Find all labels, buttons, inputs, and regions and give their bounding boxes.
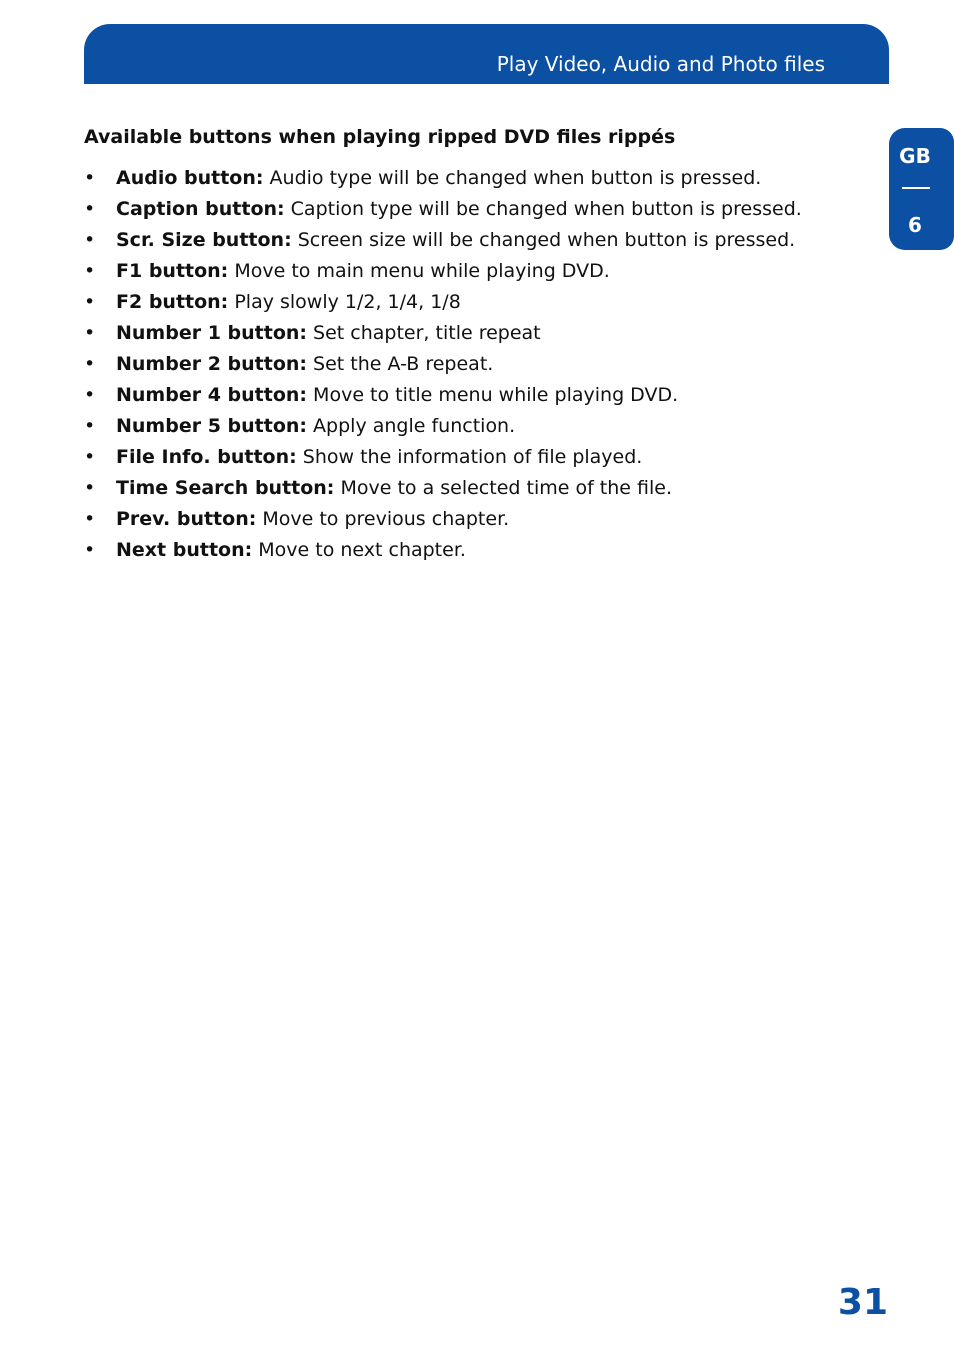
item-term: F1 button:	[116, 260, 229, 282]
item-term: Number 4 button:	[116, 384, 308, 406]
item-term: F2 button:	[116, 291, 229, 313]
list-item	[84, 443, 802, 474]
item-description: Move to a selected time of the file.	[334, 477, 673, 499]
bullet: •	[84, 477, 96, 499]
bullet: •	[84, 415, 96, 437]
bullet: •	[84, 229, 96, 251]
item-term: Number 1 button:	[116, 322, 308, 344]
chapter-number: 6	[908, 213, 922, 237]
item-description: Move to title menu while playing DVD.	[307, 384, 679, 406]
item-description: Caption type will be changed when button is pressed.	[284, 198, 802, 220]
item-description: Set chapter, title repeat	[307, 322, 541, 344]
item-term: Caption button:	[116, 198, 285, 220]
list-item	[84, 381, 802, 412]
list-item	[84, 412, 802, 443]
item-term: Time Search button:	[116, 477, 335, 499]
item-description: Play slowly 1/2, 1/4, 1/8	[228, 291, 461, 313]
item-description: Show the information of file played.	[296, 446, 643, 468]
header-title: Play Video, Audio and Photo files	[496, 52, 825, 76]
chapter-tab	[889, 128, 954, 250]
item-description: Move to previous chapter.	[256, 508, 510, 530]
bullet: •	[84, 260, 96, 282]
section-heading: Available buttons when playing ripped DVD files rippés	[84, 126, 676, 148]
list-item	[84, 288, 802, 319]
list-item	[84, 536, 802, 567]
list-item	[84, 505, 802, 536]
item-description: Move to next chapter.	[252, 539, 466, 561]
list-item	[84, 226, 802, 257]
list-item	[84, 257, 802, 288]
item-description: Move to main menu while playing DVD.	[228, 260, 610, 282]
header-bar	[84, 24, 889, 84]
bullet: •	[84, 353, 96, 375]
bullet: •	[84, 539, 96, 561]
list-item	[84, 474, 802, 505]
bullet: •	[84, 291, 96, 313]
language-code: GB	[899, 144, 931, 168]
item-term: Prev. button:	[116, 508, 257, 530]
list-item	[84, 319, 802, 350]
item-description: Apply angle function.	[307, 415, 516, 437]
item-description: Audio type will be changed when button is pressed.	[263, 167, 762, 189]
item-description: Set the A-B repeat.	[307, 353, 494, 375]
bullet: •	[84, 198, 96, 220]
bullet: •	[84, 384, 96, 406]
item-term: Audio button:	[116, 167, 264, 189]
tab-divider	[902, 187, 930, 189]
bullet: •	[84, 446, 96, 468]
item-term: Number 5 button:	[116, 415, 308, 437]
list-item	[84, 164, 802, 195]
bullet: •	[84, 322, 96, 344]
page-number: 31	[837, 1282, 888, 1323]
item-term: Next button:	[116, 539, 253, 561]
list-item	[84, 195, 802, 226]
list-item	[84, 350, 802, 381]
bullet: •	[84, 167, 96, 189]
item-term: File Info. button:	[116, 446, 297, 468]
item-term: Scr. Size button:	[116, 229, 292, 251]
item-term: Number 2 button:	[116, 353, 308, 375]
bullet: •	[84, 508, 96, 530]
button-list	[84, 164, 802, 567]
item-description: Screen size will be changed when button is pressed.	[291, 229, 796, 251]
